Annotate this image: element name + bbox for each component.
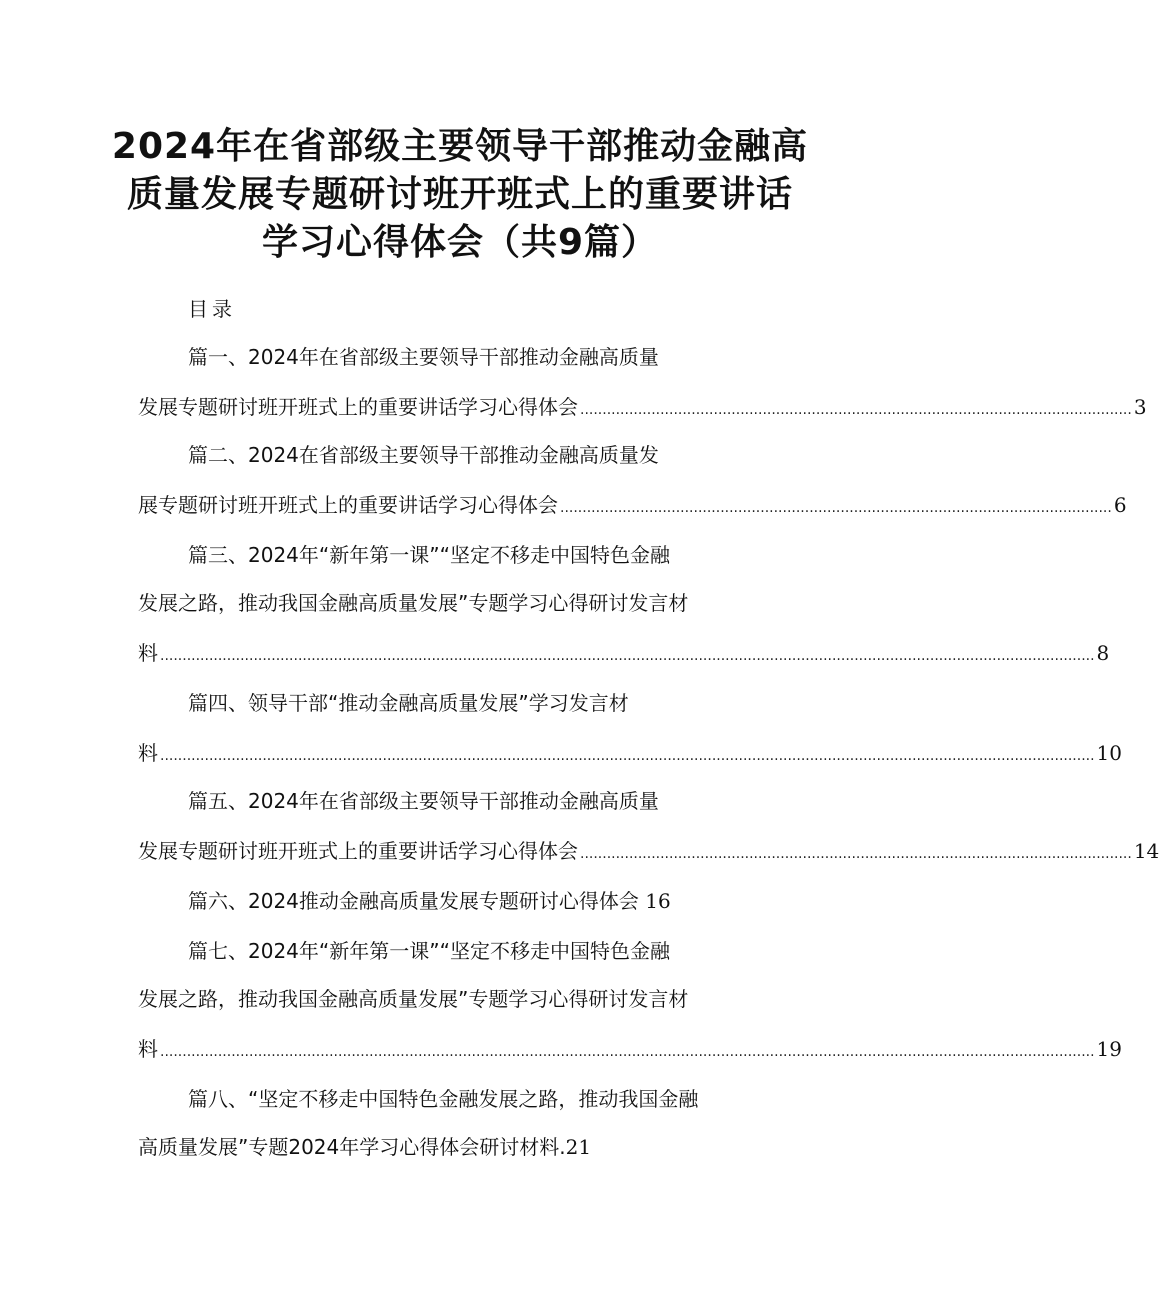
toc-entry-2-line-1[interactable]: 篇二、2024在省部级主要领导干部推动金融高质量发	[188, 443, 659, 467]
toc-entry-3-line-2[interactable]: 发展之路，推动我国金融高质量发展”专题学习心得研讨发言材	[138, 591, 689, 615]
toc-entry-5-line-1[interactable]: 篇五、2024年在省部级主要领导干部推动金融高质量	[188, 789, 659, 813]
toc-entry-6-line-1[interactable]	[188, 886, 708, 916]
toc-entry-4-dot-leader: ..................................................................................................................................................................................................................	[160, 748, 1095, 764]
document-title-line-3: 学习心得体会（共9篇）	[261, 222, 659, 263]
toc-entry-5-text: 发展专题研讨班开班式上的重要讲话学习心得体会	[138, 839, 578, 863]
toc-entry-5-page-number: 14	[1133, 839, 1159, 863]
toc-entry-1-page-number: 3	[1133, 395, 1147, 419]
toc-entry-1-dot-leader: ............................................................................................................................	[580, 402, 1132, 418]
toc-entry-7-page-number: 19	[1096, 1037, 1122, 1061]
toc-entry-7-line-3[interactable]	[138, 1034, 1122, 1067]
toc-entry-1-text: 发展专题研讨班开班式上的重要讲话学习心得体会	[138, 395, 578, 419]
toc-entry-3-page-number: 8	[1096, 641, 1110, 665]
toc-entry-7-text: 料	[138, 1037, 158, 1061]
toc-entry-3-dot-leader: ..................................................................................................................................................................................................................	[160, 648, 1095, 664]
toc-entry-6-page-number: 16	[645, 889, 671, 913]
toc-entry-7-line-2[interactable]: 发展之路，推动我国金融高质量发展”专题学习心得研讨发言材	[138, 987, 689, 1011]
toc-entry-8-line-1[interactable]: 篇八、“坚定不移走中国特色金融发展之路，推动我国金融	[188, 1087, 699, 1111]
toc-entry-5-dot-leader: ............................................................................................................................	[580, 846, 1132, 862]
toc-heading: 目录	[188, 297, 236, 321]
toc-entry-2-dot-leader: ............................................................................................................................	[560, 500, 1112, 516]
toc-entry-1-line-1[interactable]: 篇一、2024年在省部级主要领导干部推动金融高质量	[188, 345, 659, 369]
toc-entry-1-line-2[interactable]	[138, 392, 1147, 425]
document-title-line-1: 2024年在省部级主要领导干部推动金融高	[111, 126, 809, 167]
toc-entry-2-page-number: 6	[1113, 493, 1127, 517]
toc-entry-7-dot-leader: ..................................................................................................................................................................................................................	[160, 1044, 1095, 1060]
document-title-line-2: 质量发展专题研讨班开班式上的重要讲话	[126, 174, 793, 215]
toc-entry-4-page-number: 10	[1096, 741, 1122, 765]
toc-entry-4-text: 料	[138, 741, 158, 765]
toc-entry-4-line-2[interactable]	[138, 738, 1122, 771]
toc-entry-2-text: 展专题研讨班开班式上的重要讲话学习心得体会	[138, 493, 558, 517]
toc-entry-4-line-1[interactable]: 篇四、领导干部“推动金融高质量发展”学习发言材	[188, 691, 629, 715]
toc-entry-3-text: 料	[138, 641, 158, 665]
toc-entry-8-page-number: 21	[565, 1135, 592, 1159]
toc-entry-2-line-2[interactable]	[138, 490, 1127, 523]
toc-entry-7-line-1[interactable]: 篇七、2024年“新年第一课”“坚定不移走中国特色金融	[188, 939, 670, 963]
toc-entry-5-line-2[interactable]	[138, 836, 1159, 869]
toc-entry-3-line-3[interactable]	[138, 638, 1110, 671]
toc-entry-8-text: 高质量发展”专题2024年学习心得体会研讨材料.	[138, 1135, 566, 1159]
toc-entry-6-text: 篇六、2024推动金融高质量发展专题研讨心得体会	[188, 889, 639, 913]
toc-entry-8-line-2[interactable]	[138, 1132, 698, 1162]
toc-entry-3-line-1[interactable]: 篇三、2024年“新年第一课”“坚定不移走中国特色金融	[188, 543, 670, 567]
